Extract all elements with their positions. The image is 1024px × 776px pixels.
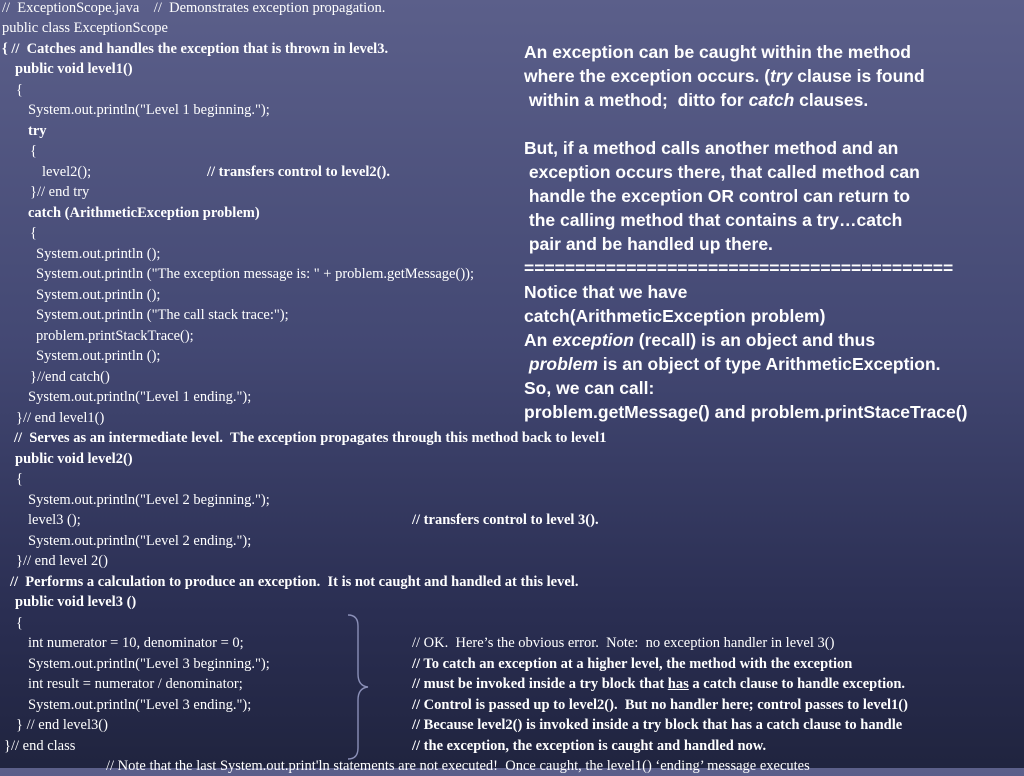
code-line: { // Catches and handles the exception that is thrown in level3. xyxy=(2,41,389,57)
code-line: { xyxy=(16,471,23,487)
code-line: } // end level3() xyxy=(16,717,108,733)
note-line: problem is an object of type ArithmeticException. xyxy=(528,354,941,374)
code-line: public void level2() xyxy=(15,451,133,467)
note-line: So, we can call: xyxy=(524,378,655,398)
code-line: }// end level 2() xyxy=(16,553,108,569)
note-line: pair and be handled up there. xyxy=(524,234,773,254)
code-line: public void level3 () xyxy=(15,594,137,610)
code-line: System.out.println("Level 1 ending."); xyxy=(28,389,252,405)
code-comment: // OK. Here’s the obvious error. Note: no exception handler in level 3() xyxy=(412,635,835,651)
code-line: { xyxy=(16,615,23,631)
code-line: System.out.println (); xyxy=(36,348,161,364)
code-line: System.out.println (); xyxy=(36,287,161,303)
code-comment: // To catch an exception at a higher level, the method with the exception xyxy=(412,656,853,672)
code-line: // Serves as an intermediate level. The exception propagates through this method back to level1 xyxy=(14,430,607,446)
divider-rule: ========================================== xyxy=(524,258,954,278)
code-line: }// end class xyxy=(4,738,76,754)
code-line: System.out.println ("The exception message is: " + problem.getMessage()); xyxy=(36,266,475,282)
note-line: Notice that we have xyxy=(524,282,688,302)
code-line: level2(); xyxy=(42,164,92,180)
note-spacer xyxy=(524,112,1024,136)
note-line: where the exception occurs. (try clause is found xyxy=(524,66,925,86)
code-line: System.out.println("Level 1 beginning."); xyxy=(28,102,270,118)
code-comment: // Because level2() is invoked inside a try block that has a catch clause to handle xyxy=(412,717,903,733)
code-line: int result = numerator / denominator; xyxy=(28,676,243,692)
code-line: System.out.println ("The call stack trace:"); xyxy=(36,307,289,323)
code-line: System.out.println("Level 2 beginning."); xyxy=(28,492,270,508)
code-line: public class ExceptionScope xyxy=(2,20,168,36)
code-line: System.out.println("Level 2 ending."); xyxy=(28,533,252,549)
code-line: problem.printStackTrace(); xyxy=(36,328,194,344)
code-line: }// end level1() xyxy=(16,410,105,426)
note-line: An exception can be caught within the method xyxy=(524,42,911,62)
code-line: try xyxy=(28,123,47,139)
note-line: problem.getMessage() and problem.printStaceTrace() xyxy=(524,402,968,422)
explanation-note xyxy=(524,40,1024,424)
code-line: }// end try xyxy=(30,184,90,200)
code-line: // Note that the last System.out.print'ln statements are not executed! Once caught, the level1() ‘ending’ message executes xyxy=(106,758,810,774)
code-comment: // transfers control to level2(). xyxy=(207,164,390,180)
code-line: { xyxy=(16,82,23,98)
note-line: An exception (recall) is an object and thus xyxy=(524,330,876,350)
note-line: the calling method that contains a try…catch xyxy=(524,210,903,230)
code-line: System.out.println("Level 3 ending."); xyxy=(28,697,252,713)
code-comment: // must be invoked inside a try block that has a catch clause to handle exception. xyxy=(412,676,906,692)
note-line: within a method; ditto for catch clauses. xyxy=(524,90,869,110)
code-line: System.out.println (); xyxy=(36,246,161,262)
code-line: public void level1() xyxy=(15,61,133,77)
code-line: int numerator = 10, denominator = 0; xyxy=(28,635,244,651)
note-line: exception occurs there, that called method can xyxy=(524,162,920,182)
code-line: }//end catch() xyxy=(30,369,110,385)
note-line: handle the exception OR control can return to xyxy=(524,186,911,206)
code-line: { xyxy=(30,225,37,241)
code-comment: // Control is passed up to level2(). But no handler here; control passes to level1() xyxy=(412,697,908,713)
curly-brace-icon xyxy=(344,612,374,762)
code-line: System.out.println("Level 3 beginning."); xyxy=(28,656,270,672)
code-comment: // transfers control to level 3(). xyxy=(412,512,599,528)
code-line: catch (ArithmeticException problem) xyxy=(28,205,260,221)
code-line: // ExceptionScope.java // Demonstrates exception propagation. xyxy=(2,0,386,16)
note-line: catch(ArithmeticException problem) xyxy=(524,306,826,326)
code-line: level3 (); xyxy=(28,512,81,528)
code-line: // Performs a calculation to produce an exception. It is not caught and handled at this level. xyxy=(10,574,579,590)
note-line: But, if a method calls another method and an xyxy=(524,138,899,158)
code-line: { xyxy=(30,143,37,159)
code-comment: // the exception, the exception is caught and handled now. xyxy=(412,738,767,754)
